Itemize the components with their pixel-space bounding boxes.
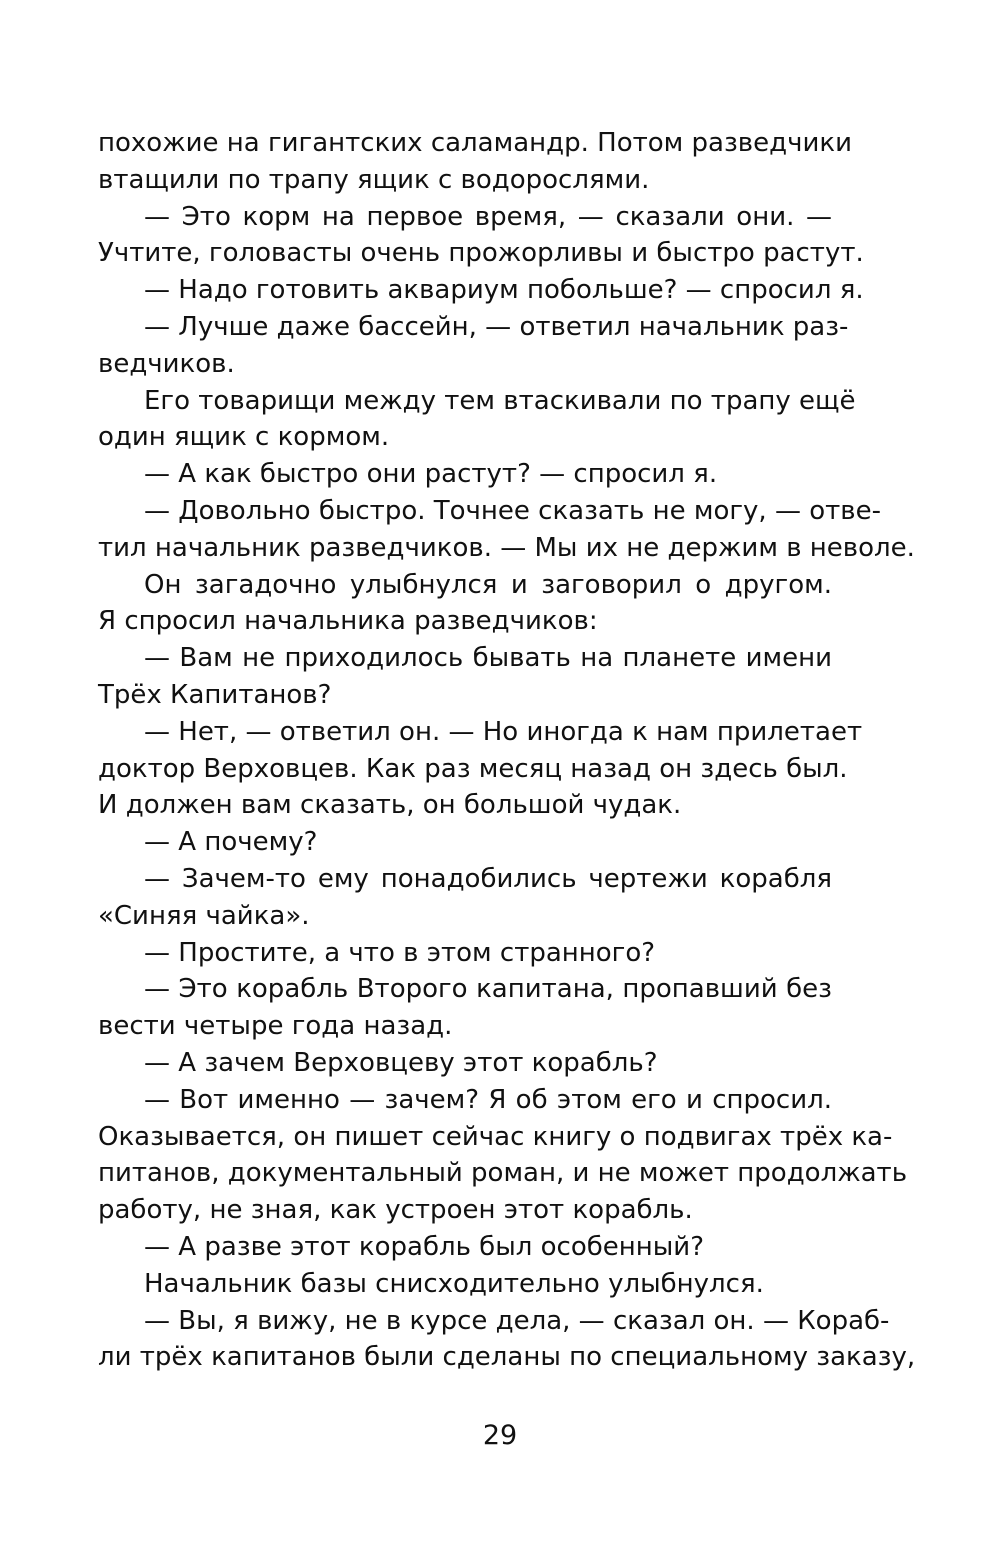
text-line: Оказывается, он пишет сейчас книгу о подвигах трёх ка- bbox=[98, 1121, 893, 1152]
text-line: — Это корм на первое время, — сказали они. — bbox=[144, 201, 832, 232]
text-line: Его товарищи между тем втаскивали по трапу ещё bbox=[144, 385, 856, 416]
text-line: — Вы, я вижу, не в курсе дела, — сказал он. — Кораб- bbox=[144, 1305, 890, 1336]
text-line: похожие на гигантских саламандр. Потом разведчики bbox=[98, 128, 852, 158]
text-line: — Вам не приходилось бывать на планете имени bbox=[144, 643, 832, 674]
text-line: доктор Верховцев. Как раз месяц назад он здесь был. bbox=[98, 753, 848, 784]
text-line: Я спросил начальника разведчиков: bbox=[98, 606, 598, 637]
text-line: питанов, документальный роман, и не может продолжать bbox=[98, 1158, 908, 1189]
text-line: — Надо готовить аквариум побольше? — спросил я. bbox=[144, 275, 864, 306]
text-line: один ящик с кормом. bbox=[98, 422, 390, 453]
text-line: — А почему? bbox=[144, 827, 318, 858]
text-line: вести четыре года назад. bbox=[98, 1011, 453, 1042]
text-line: — А как быстро они растут? — спросил я. bbox=[144, 459, 718, 490]
text-line: — Довольно быстро. Точнее сказать не могу, — отве- bbox=[144, 495, 881, 526]
text-line: — А зачем Верховцеву этот корабль? bbox=[144, 1047, 658, 1078]
text-line: Учтите, головасты очень прожорливы и быстро растут. bbox=[98, 238, 864, 269]
text-line: И должен вам сказать, он большой чудак. bbox=[98, 790, 682, 821]
body-text bbox=[98, 125, 916, 1376]
text-line: ли трёх капитанов были сделаны по специальному заказу, bbox=[98, 1342, 916, 1373]
text-line: — А разве этот корабль был особенный? bbox=[144, 1231, 704, 1262]
text-line: — Зачем-то ему понадобились чертежи корабля bbox=[144, 863, 832, 894]
text-line: Он загадочно улыбнулся и заговорил о другом. bbox=[144, 569, 832, 600]
text-line: тил начальник разведчиков. — Мы их не держим в неволе. bbox=[98, 532, 915, 563]
text-line: — Лучше даже бассейн, — ответил начальник раз- bbox=[144, 311, 849, 342]
text-line: — Простите, а что в этом странного? bbox=[144, 937, 656, 968]
text-line: — Нет, — ответил он. — Но иногда к нам прилетает bbox=[144, 716, 863, 747]
text-line: работу, не зная, как устроен этот корабль. bbox=[98, 1195, 693, 1226]
text-line: втащили по трапу ящик с водорослями. bbox=[98, 164, 650, 195]
text-line: — Это корабль Второго капитана, пропавший без bbox=[144, 974, 832, 1005]
text-line: Трёх Капитанов? bbox=[98, 679, 332, 710]
text-line: — Вот именно — зачем? Я об этом его и спросил. bbox=[144, 1084, 832, 1115]
text-line: ведчиков. bbox=[98, 348, 235, 379]
text-line: «Синяя чайка». bbox=[98, 900, 310, 931]
text-line: Начальник базы снисходительно улыбнулся. bbox=[144, 1268, 764, 1299]
page-number: 29 bbox=[482, 1420, 518, 1451]
